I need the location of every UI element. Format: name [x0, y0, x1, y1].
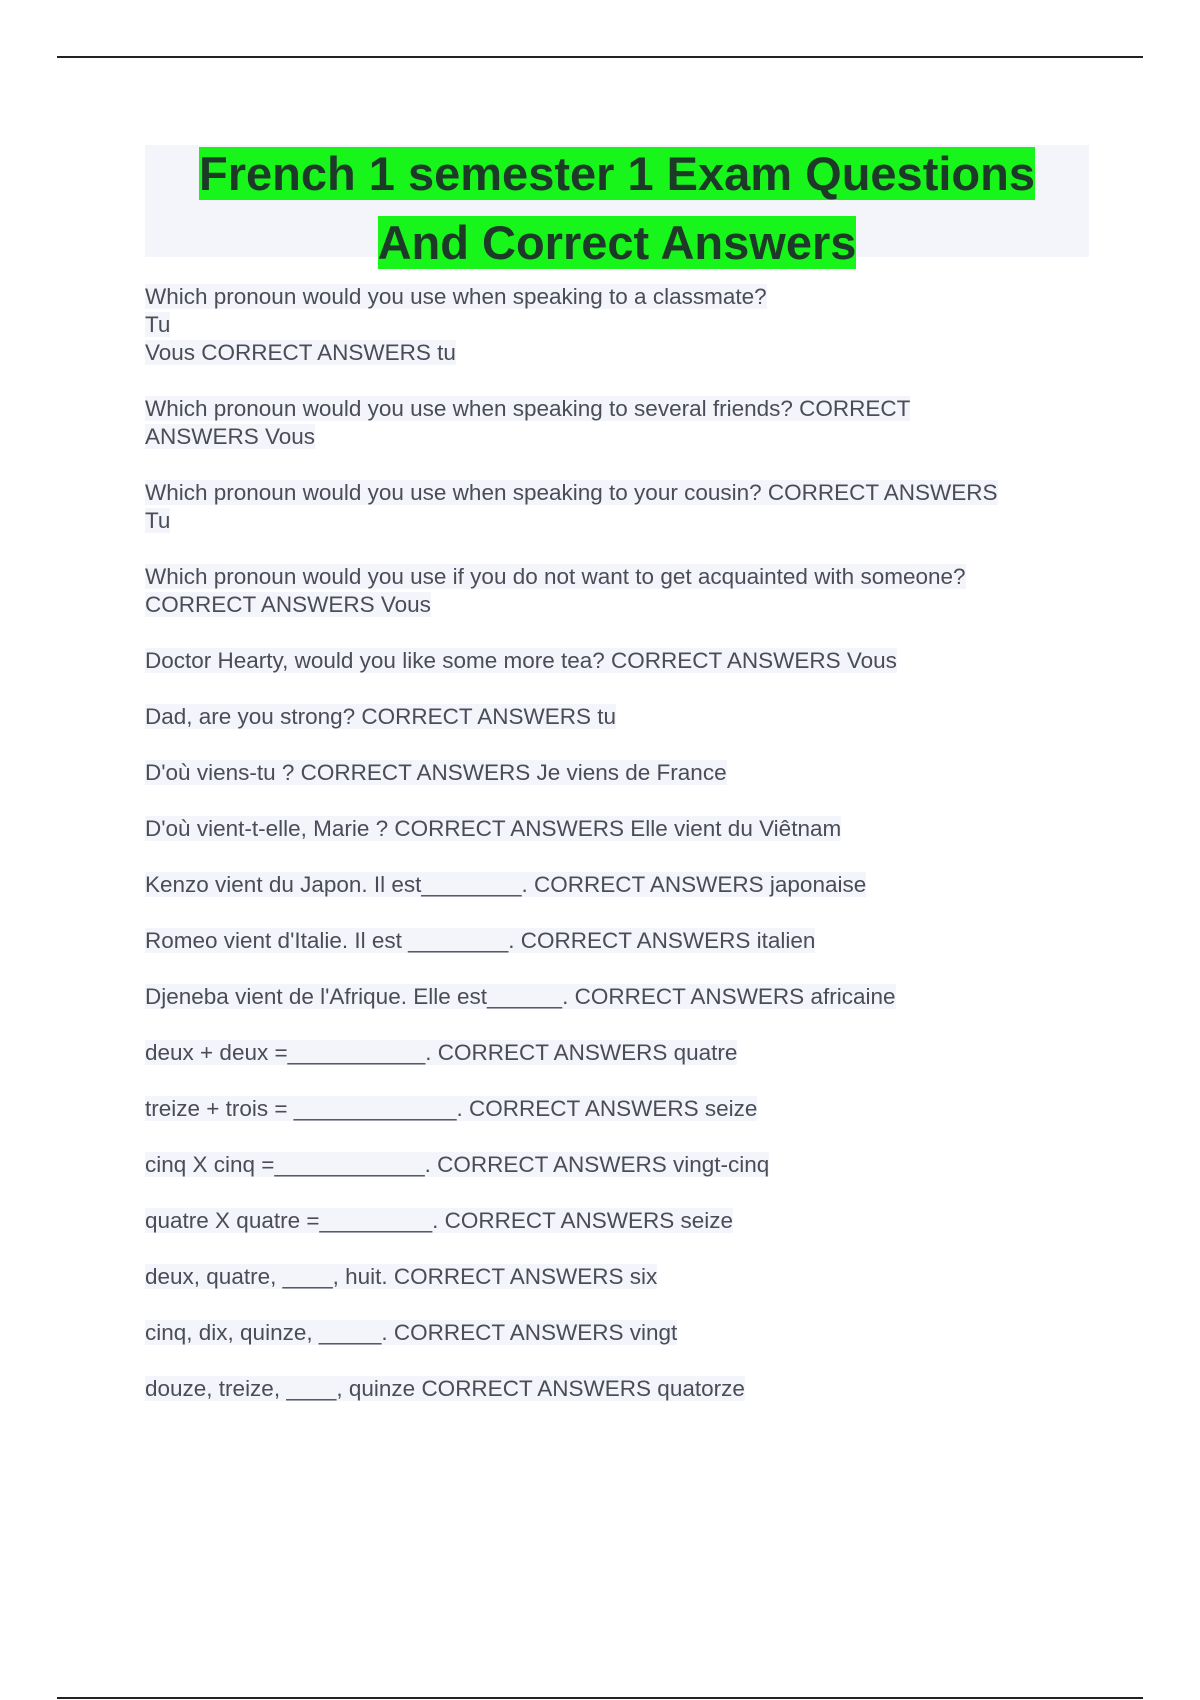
question-answer-line [145, 423, 1085, 451]
question-answer-text: deux + deux =___________. CORRECT ANSWERS quatre [145, 1040, 738, 1065]
question-answer-text: Dad, are you strong? CORRECT ANSWERS tu [145, 704, 617, 729]
question-answer-text: Vous CORRECT ANSWERS tu [145, 340, 456, 365]
document-title-line-2: And Correct Answers [377, 216, 857, 269]
question-answer-line [145, 647, 1085, 675]
question-answer-text: Djeneba vient de l'Afrique. Elle est______. CORRECT ANSWERS africaine [145, 984, 896, 1009]
question-answer-item [145, 815, 1085, 843]
question-answer-line [145, 1375, 1085, 1403]
question-answer-item [145, 871, 1085, 899]
question-answer-line [145, 815, 1085, 843]
question-answer-text: Doctor Hearty, would you like some more tea? CORRECT ANSWERS Vous [145, 648, 897, 673]
question-answer-item [145, 983, 1085, 1011]
question-answer-line [145, 507, 1085, 535]
question-answer-line [145, 563, 1085, 591]
question-answer-text: Tu [145, 508, 171, 533]
bottom-divider [57, 1697, 1143, 1699]
question-answer-item [145, 283, 1085, 367]
question-answer-item [145, 395, 1085, 451]
question-answer-text: cinq X cinq =____________. CORRECT ANSWERS vingt-cinq [145, 1152, 770, 1177]
question-answer-item [145, 647, 1085, 675]
question-answer-item [145, 1263, 1085, 1291]
question-answer-line [145, 871, 1085, 899]
title-block [145, 145, 1089, 269]
question-answer-line [145, 1319, 1085, 1347]
question-answer-text: deux, quatre, ____, huit. CORRECT ANSWERS six [145, 1264, 658, 1289]
question-answer-item [145, 759, 1085, 787]
question-answer-text: Tu [145, 312, 171, 337]
question-answer-text: cinq, dix, quinze, _____. CORRECT ANSWERS vingt [145, 1320, 678, 1345]
question-answer-text: Which pronoun would you use when speaking to a classmate? [145, 284, 767, 309]
question-answer-line [145, 311, 1085, 339]
question-answer-line [145, 703, 1085, 731]
question-answer-line [145, 1039, 1085, 1067]
question-answer-item [145, 1039, 1085, 1067]
question-answer-list [145, 283, 1085, 1431]
question-answer-text: D'où vient-t-elle, Marie ? CORRECT ANSWERS Elle vient du Viêtnam [145, 816, 842, 841]
question-answer-line [145, 983, 1085, 1011]
question-answer-item [145, 1375, 1085, 1403]
question-answer-text: ANSWERS Vous [145, 424, 316, 449]
question-answer-line [145, 1151, 1085, 1179]
question-answer-item [145, 927, 1085, 955]
question-answer-line [145, 591, 1085, 619]
question-answer-text: douze, treize, ____, quinze CORRECT ANSWERS quatorze [145, 1376, 745, 1401]
question-answer-text: Which pronoun would you use if you do not want to get acquainted with someone? [145, 564, 966, 589]
question-answer-item [145, 1095, 1085, 1123]
question-answer-line [145, 1263, 1085, 1291]
question-answer-item [145, 1207, 1085, 1235]
question-answer-line [145, 759, 1085, 787]
question-answer-item [145, 563, 1085, 619]
question-answer-text: Kenzo vient du Japon. Il est________. CORRECT ANSWERS japonaise [145, 872, 867, 897]
question-answer-text: Which pronoun would you use when speaking to your cousin? CORRECT ANSWERS [145, 480, 998, 505]
document-title-line-1: French 1 semester 1 Exam Questions [199, 147, 1035, 200]
question-answer-line [145, 479, 1085, 507]
question-answer-text: Which pronoun would you use when speaking to several friends? CORRECT [145, 396, 911, 421]
question-answer-line [145, 927, 1085, 955]
question-answer-text: quatre X quatre =_________. CORRECT ANSWERS seize [145, 1208, 734, 1233]
question-answer-line [145, 395, 1085, 423]
question-answer-text: D'où viens-tu ? CORRECT ANSWERS Je viens de France [145, 760, 727, 785]
question-answer-text: treize + trois = _____________. CORRECT ANSWERS seize [145, 1096, 758, 1121]
top-divider [57, 56, 1143, 58]
question-answer-line [145, 339, 1085, 367]
question-answer-text: CORRECT ANSWERS Vous [145, 592, 431, 617]
question-answer-line [145, 1095, 1085, 1123]
question-answer-item [145, 703, 1085, 731]
question-answer-text: Romeo vient d'Italie. Il est ________. CORRECT ANSWERS italien [145, 928, 816, 953]
question-answer-item [145, 479, 1085, 535]
question-answer-line [145, 283, 1085, 311]
question-answer-item [145, 1319, 1085, 1347]
question-answer-line [145, 1207, 1085, 1235]
question-answer-item [145, 1151, 1085, 1179]
